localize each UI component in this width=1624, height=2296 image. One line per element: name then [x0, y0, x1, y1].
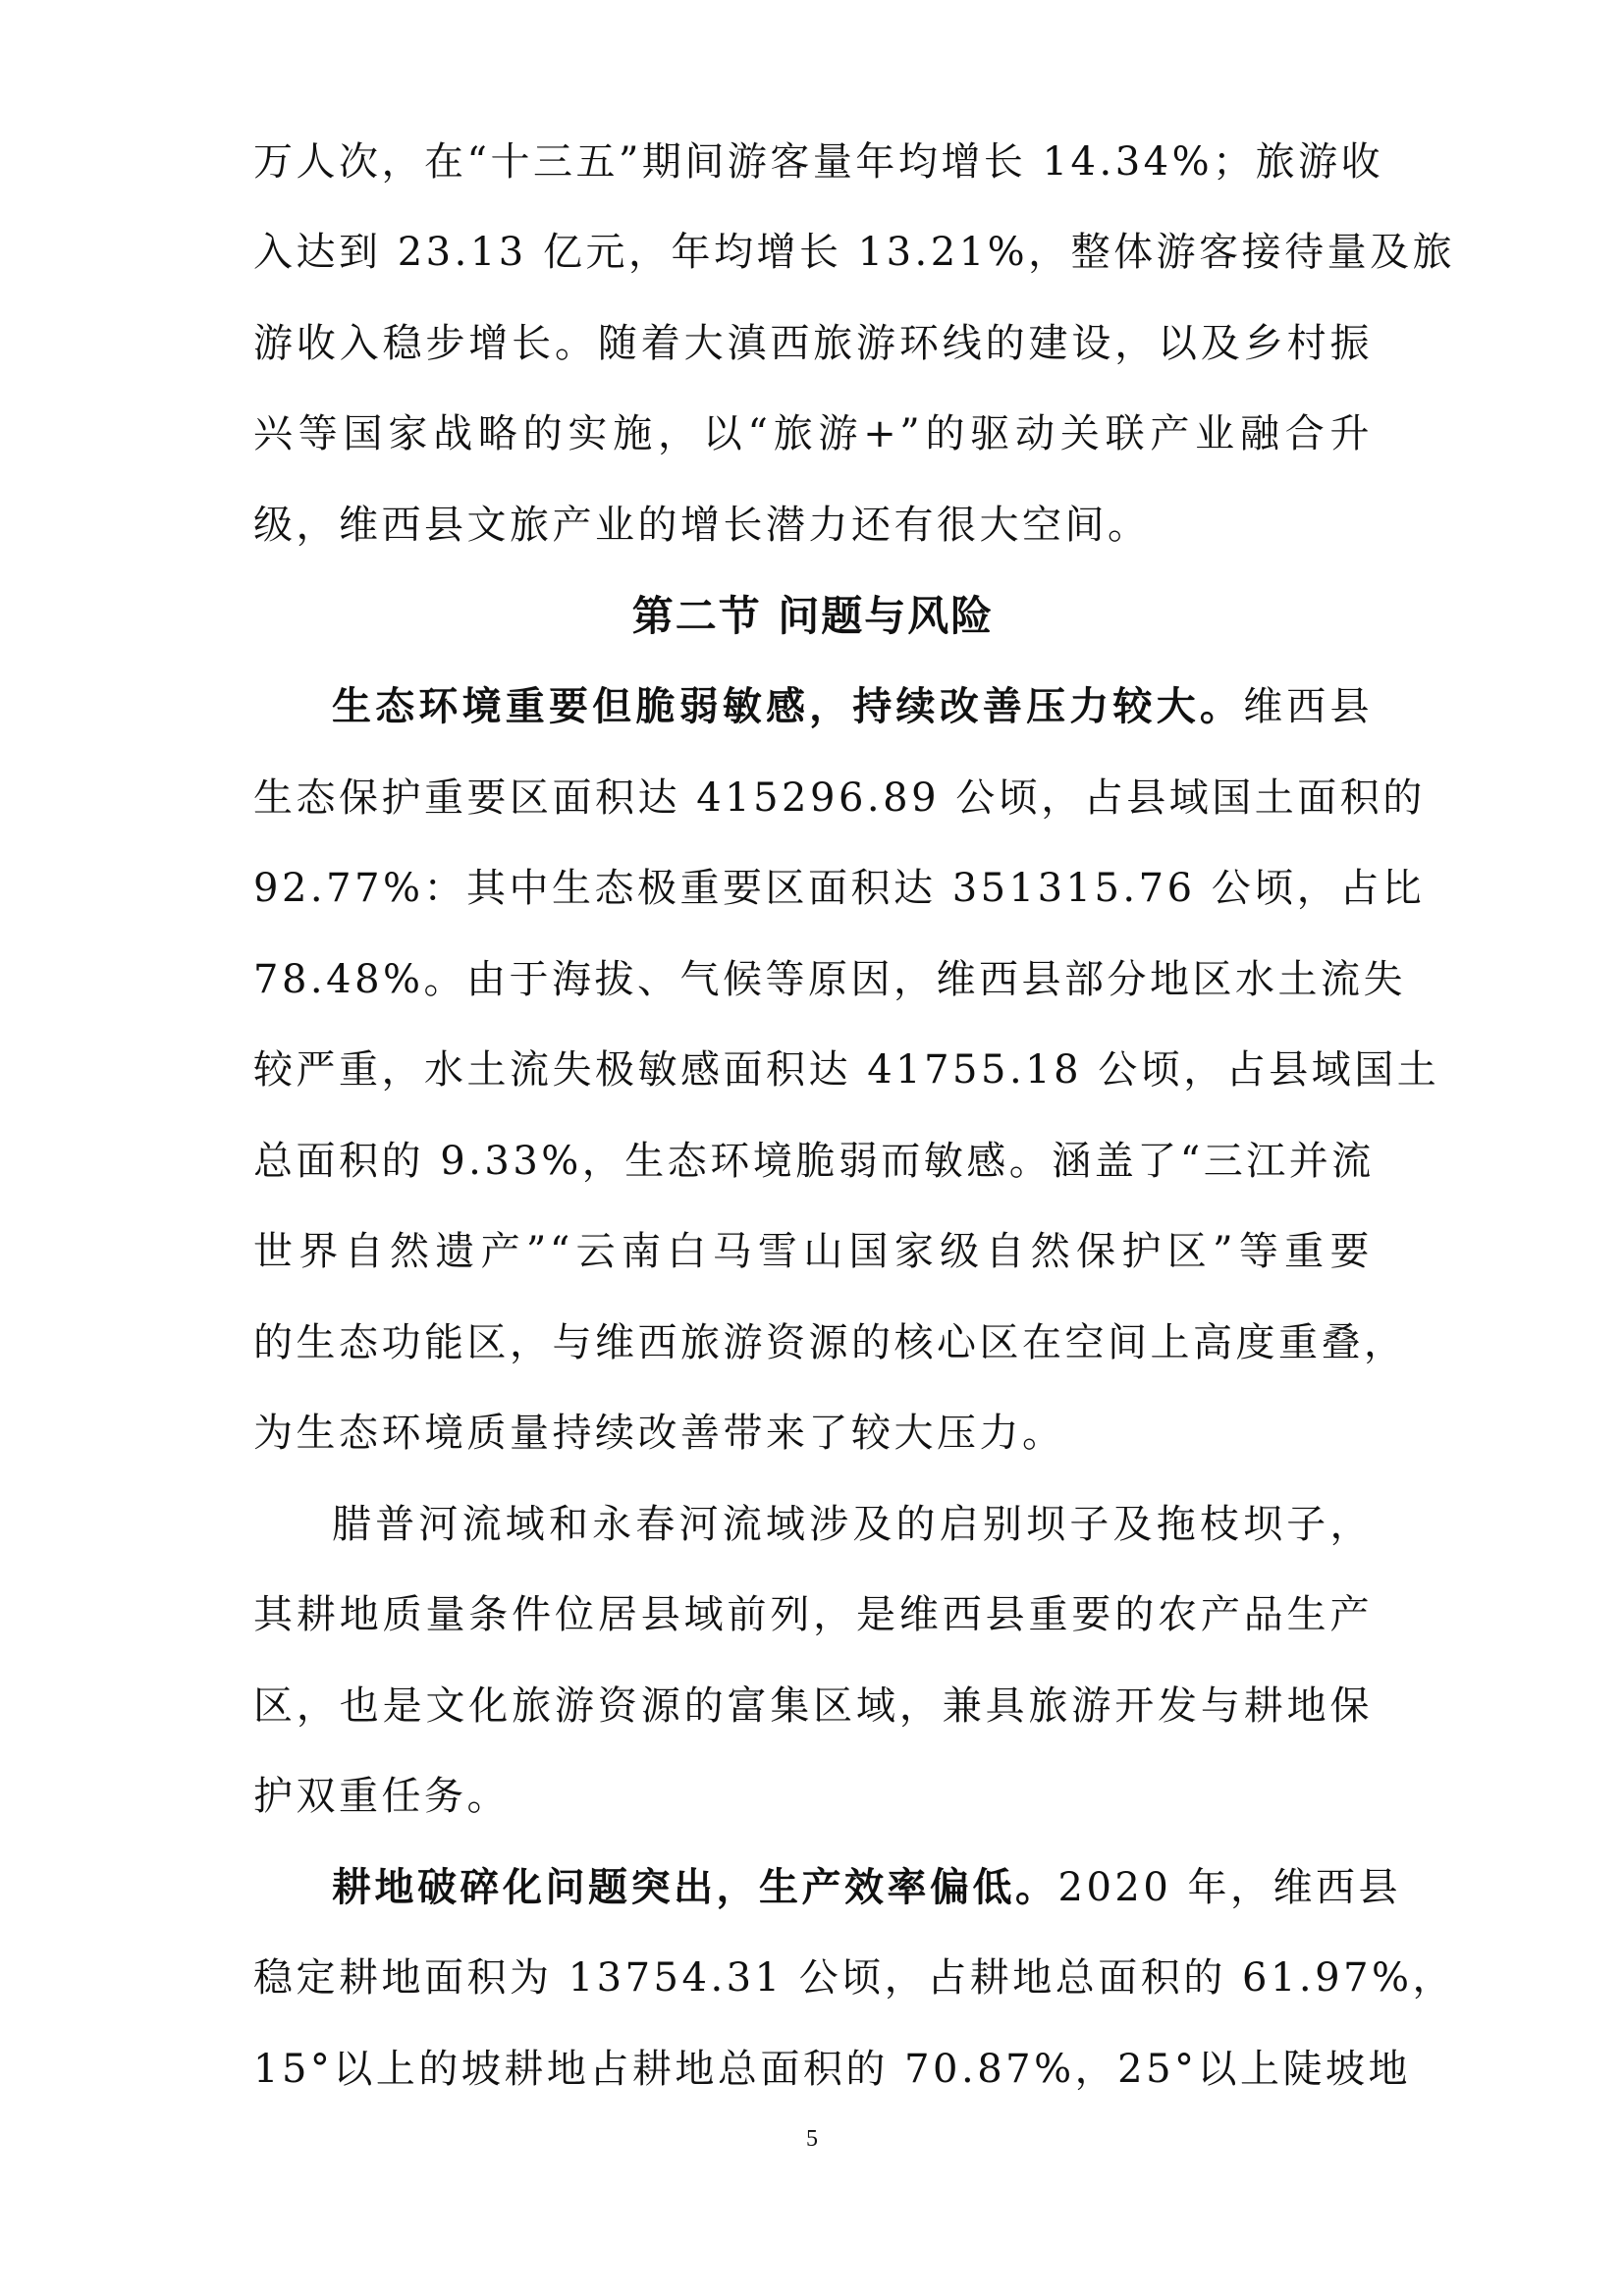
paragraph-4-line-3: 15°以上的坡耕地占耕地总面积的 70.87%，25°以上陡坡地: [253, 2047, 1412, 2092]
paragraph-3-line-1: 腊普河流域和永春河流域涉及的启别坝子及拖枝坝子，: [332, 1502, 1373, 1547]
paragraph-2-line-3: 92.77%：其中生态极重要区面积达 351315.76 公顷，占比: [253, 866, 1426, 911]
paragraph-2-line-6: 总面积的 9.33%，生态环境脆弱而敏感。涵盖了“三江并流: [253, 1139, 1375, 1184]
paragraph-2-line-5: 较严重，水土流失极敏感面积达 41755.18 公顷，占县域国土: [253, 1047, 1440, 1093]
paragraph-3-line-3: 区，也是文化旅游资源的富集区域，兼具旅游开发与耕地保: [253, 1683, 1373, 1729]
paragraph-2-line-1: [332, 677, 1373, 736]
paragraph-2-lead: 生态环境重要但脆弱敏感，持续改善压力较大。: [332, 683, 1244, 729]
paragraph-1-line-5: 级，维西县文旅产业的增长潜力还有很大空间。: [253, 503, 1151, 548]
paragraph-1-line-3: 游收入稳步增长。随着大滇西旅游环线的建设，以及乡村振: [253, 321, 1373, 366]
paragraph-1-line-1: 万人次，在“十三五”期间游客量年均增长 14.34%；旅游收: [253, 139, 1384, 185]
paragraph-4-lead: 耕地破碎化问题突出，生产效率偏低。: [332, 1864, 1058, 1910]
paragraph-2-line-4: 78.48%。由于海拔、气候等原因，维西县部分地区水土流失: [253, 957, 1407, 1002]
paragraph-3-line-4: 护双重任务。: [253, 1774, 510, 1819]
paragraph-2-line-8: 的生态功能区，与维西旅游资源的核心区在空间上高度重叠，: [253, 1320, 1407, 1365]
section-heading: 第二节 问题与风险: [631, 592, 995, 640]
paragraph-2-line-7: 世界自然遗产”“云南白马雪山国家级自然保护区”等重要: [253, 1229, 1373, 1274]
paragraph-4-line-1: [332, 1858, 1402, 1917]
paragraph-3-line-2: 其耕地质量条件位居县域前列，是维西县重要的农产品生产: [253, 1592, 1373, 1637]
paragraph-2-first-rest: 维西县: [1243, 684, 1374, 729]
paragraph-1-line-2: 入达到 23.13 亿元，年均增长 13.21%，整体游客接待量及旅: [253, 230, 1456, 275]
paragraph-4-first-rest: 2020 年，维西县: [1057, 1865, 1402, 1910]
paragraph-4-line-2: 稳定耕地面积为 13754.31 公顷，占耕地总面积的 61.97%，: [253, 1955, 1456, 2001]
paragraph-2-line-2: 生态保护重要区面积达 415296.89 公顷，占县域国土面积的: [253, 775, 1426, 821]
paragraph-2-line-9: 为生态环境质量持续改善带来了较大压力。: [253, 1411, 1065, 1456]
page-number: 5: [806, 2126, 818, 2152]
paragraph-1-line-4: 兴等国家战略的实施，以“旅游+”的驱动关联产业融合升: [253, 411, 1373, 456]
